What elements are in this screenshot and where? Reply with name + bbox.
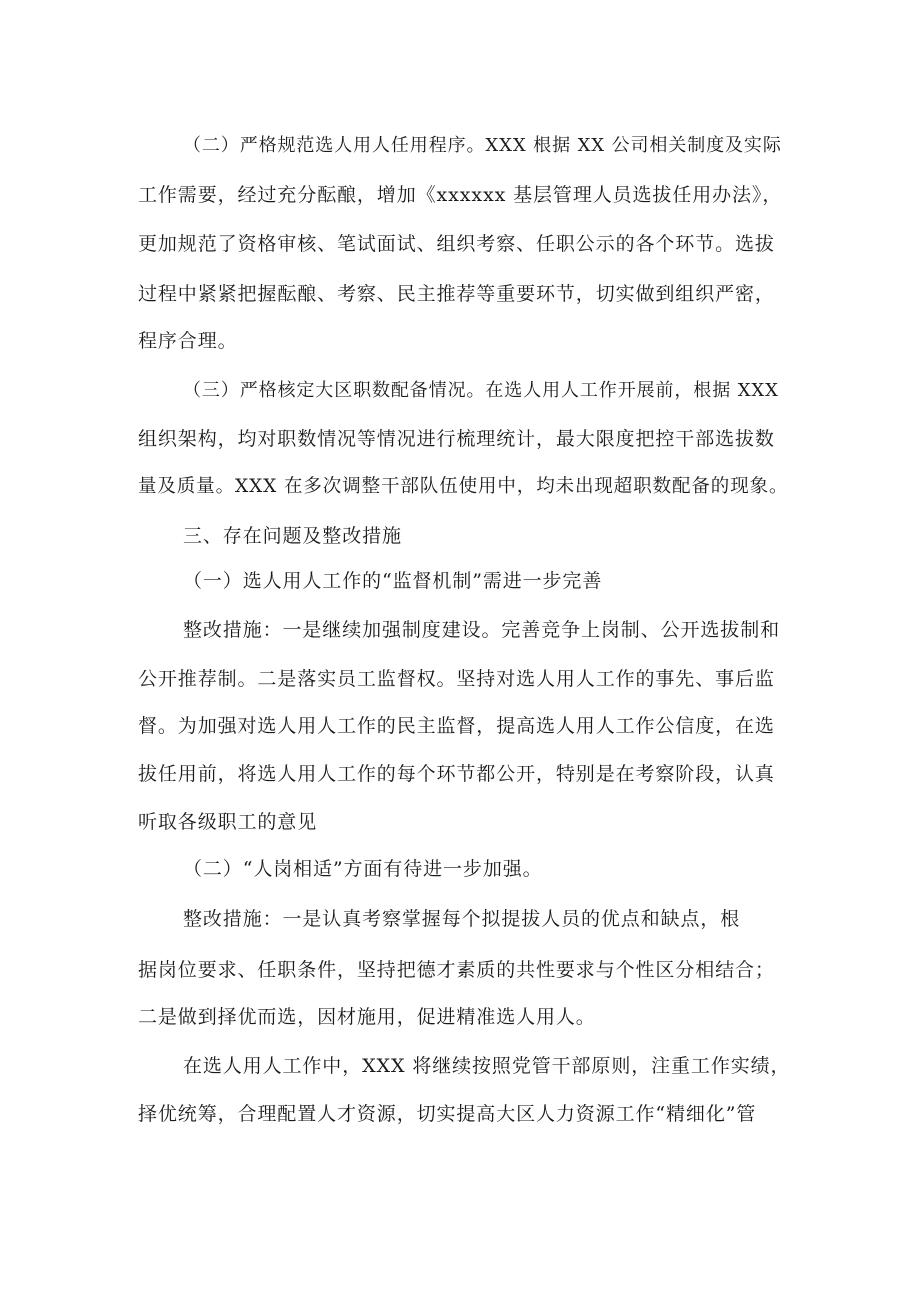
closing-line-1: 在选人用人工作中，XXX 将继续按照党管干部原则，注重工作实绩，	[183, 1055, 791, 1077]
closing-line-2: 择优统筹，合理配置人才资源，切实提高大区人力资源工作“精细化”管	[138, 1103, 757, 1125]
issue1-measures-line-3: 督。为加强对选人用人工作的民主监督，提高选人用人工作公信度，在选	[138, 715, 775, 737]
issue2-title: （二）“人岗相适”方面有待进一步加强。	[183, 858, 543, 880]
issue1-title: （一）选人用人工作的“监督机制”需进一步完善	[183, 570, 603, 592]
issue2-measures-line-3: 二是做到择优而选，因材施用，促进精准选人用人。	[138, 1006, 596, 1028]
section3-heading: （三）严格核定大区职数配备情况。在选人用人工作开展前，根据 XXX	[183, 380, 779, 401]
section2-heading: （二）严格规范选人用人任用程序。XXX 根据 XX 公司相关制度及实际	[183, 135, 782, 156]
part3-title: 三、存在问题及整改措施	[183, 525, 402, 547]
section2-line-4: 程序合理。	[138, 330, 238, 352]
issue1-measures-line-2: 公开推荐制。二是落实员工监督权。坚持对选人用人工作的事先、事后监	[138, 668, 775, 690]
section3-line-2: 量及质量。XXX 在多次调整干部队伍使用中，均未出现超职数配备的现象。	[138, 476, 789, 497]
issue1-measures-line-5: 听取各级职工的意见	[138, 811, 318, 833]
issue1-measures-line-1: 整改措施：一是继续加强制度建设。完善竞争上岗制、公开选拔制和	[183, 619, 781, 641]
section3-line-1: 组织架构，均对职数情况等情况进行梳理统计，最大限度把控干部选拔数	[138, 428, 775, 450]
section2-line-3: 过程中紧紧把握酝酿、考察、民主推荐等重要环节，切实做到组织严密，	[138, 283, 775, 305]
section2-line-2: 更加规范了资格审核、笔试面试、组织考察、任职公示的各个环节。选拔	[138, 233, 775, 255]
section2-line-1: 工作需要，经过充分酝酿，增加《xxxxxx 基层管理人员选拔任用办法》，	[138, 184, 783, 206]
issue2-measures-line-2: 据岗位要求、任职条件，坚持把德才素质的共性要求与个性区分相结合；	[138, 959, 775, 981]
issue2-measures-line-1: 整改措施：一是认真考察掌握每个拟提拔人员的优点和缺点，根	[183, 908, 741, 930]
issue1-measures-line-4: 拔任用前，将选人用人工作的每个环节都公开，特别是在考察阶段，认真	[138, 763, 775, 785]
